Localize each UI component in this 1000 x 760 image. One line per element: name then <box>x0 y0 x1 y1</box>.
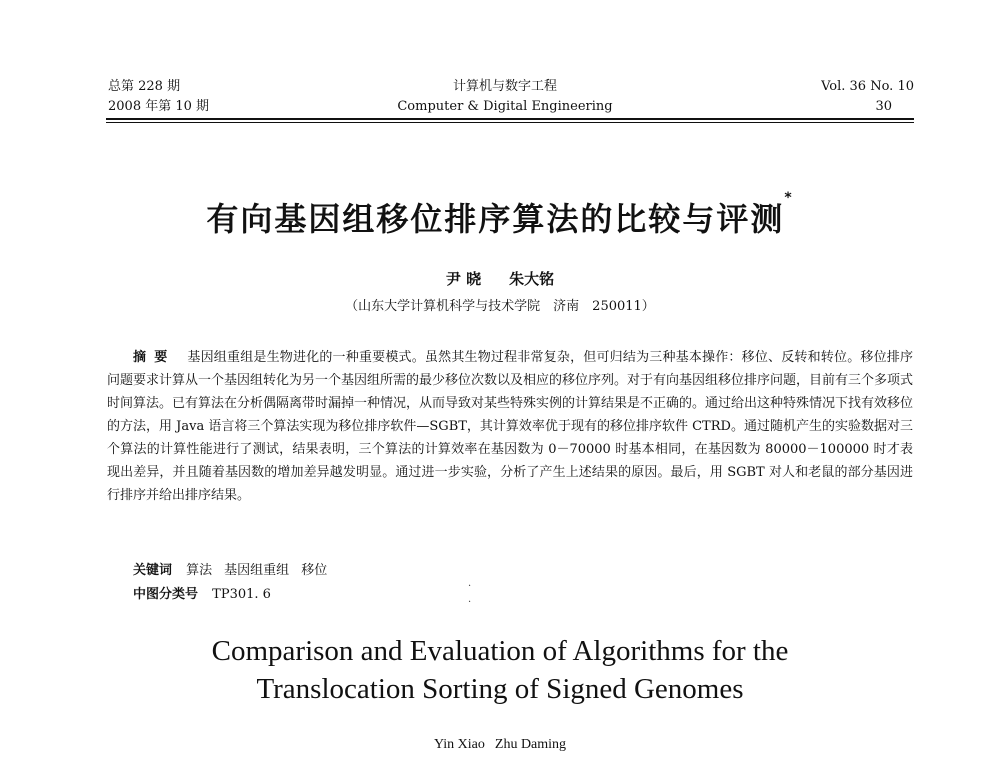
header-issue-info <box>108 77 209 117</box>
authors-en <box>0 737 1000 753</box>
author-cn-1: 尹 晓 <box>445 270 482 288</box>
header-total-issue: 总第 228 期 <box>108 79 181 94</box>
header-volume-number: Vol. 36 No. 10 <box>821 79 914 94</box>
keywords-line <box>133 559 327 578</box>
header-rule-thick <box>106 118 914 120</box>
classification-line <box>133 583 271 602</box>
header-year-issue: 2008 年第 10 期 <box>108 99 210 114</box>
paper-title-en-line1: Comparison and Evaluation of Algorithms for the <box>211 635 789 667</box>
title-footnote-mark: * <box>784 190 794 206</box>
header-rule-thin <box>106 122 914 123</box>
affiliation-cn: （山东大学计算机科学与技术学院 济南 250011） <box>345 299 655 314</box>
scan-speck: · <box>468 597 472 608</box>
paper-title-cn-text: 有向基因组移位排序算法的比较与评测 <box>206 200 785 238</box>
header-journal-name-cn: 计算机与数字工程 <box>452 79 557 94</box>
keyword-item: 基因组重组 <box>224 563 290 578</box>
paper-title-cn <box>0 190 1000 240</box>
scan-speck: · <box>468 581 472 592</box>
authors-cn <box>0 268 1000 289</box>
abstract-label: 摘要 <box>133 350 176 365</box>
paper-title-en-line2: Translocation Sorting of Signed Genomes <box>256 673 744 705</box>
author-en-2: Zhu Daming <box>494 737 567 752</box>
classification-label: 中图分类号 <box>133 587 199 602</box>
abstract-paragraph <box>107 346 913 507</box>
paper-title-en <box>0 632 1000 708</box>
keywords-label: 关键词 <box>133 563 173 578</box>
header-journal-name-en: Computer & Digital Engineering <box>397 99 613 114</box>
author-cn-2: 朱大铭 <box>509 270 555 288</box>
header-page-number: 30 <box>875 99 892 114</box>
abstract-text: 基因组重组是生物进化的一种重要模式。虽然其生物过程非常复杂，但可归结为三种基本操作：移位、反转和转位。移位排序问题要求计算从一个基因组转化为另一个基因组所需的最少移位次数以及相应的移位序列。对于有向基因组移位排序问题，目前有三个多项式时间算法。已有算法在分析偶隔离带时漏掉一种情况，从而导致对某些特殊实例的计算结果是不正确的。通过给出这种特殊情况下找有效移位的方法，用 Java 语言将三个算法实现为移位排序软件—SGBT，其计算效率优于现有的移位排序软件 CTRD。通过随机产生的实验数据对三个算法的计算性能进行了测试，结果表明，三个算法的计算效率在基因数为 0－70000 时基本相同，在基因数为 80000－100000 时才表现出差异，并且随着基因数的增加差异越发明显。通过进一步实验，分析了产生上述结果的原因。最后，用 SGBT 对人和老鼠的部分基因进行排序并给出排序结果。 <box>107 350 914 503</box>
classification-code: TP301. 6 <box>212 587 271 602</box>
header-volume-info <box>821 77 914 117</box>
author-en-1: Yin Xiao <box>433 737 485 752</box>
header-journal-name <box>360 77 650 117</box>
keyword-item: 算法 <box>186 563 213 578</box>
keyword-item: 移位 <box>301 563 328 578</box>
abstract-block <box>107 346 913 507</box>
